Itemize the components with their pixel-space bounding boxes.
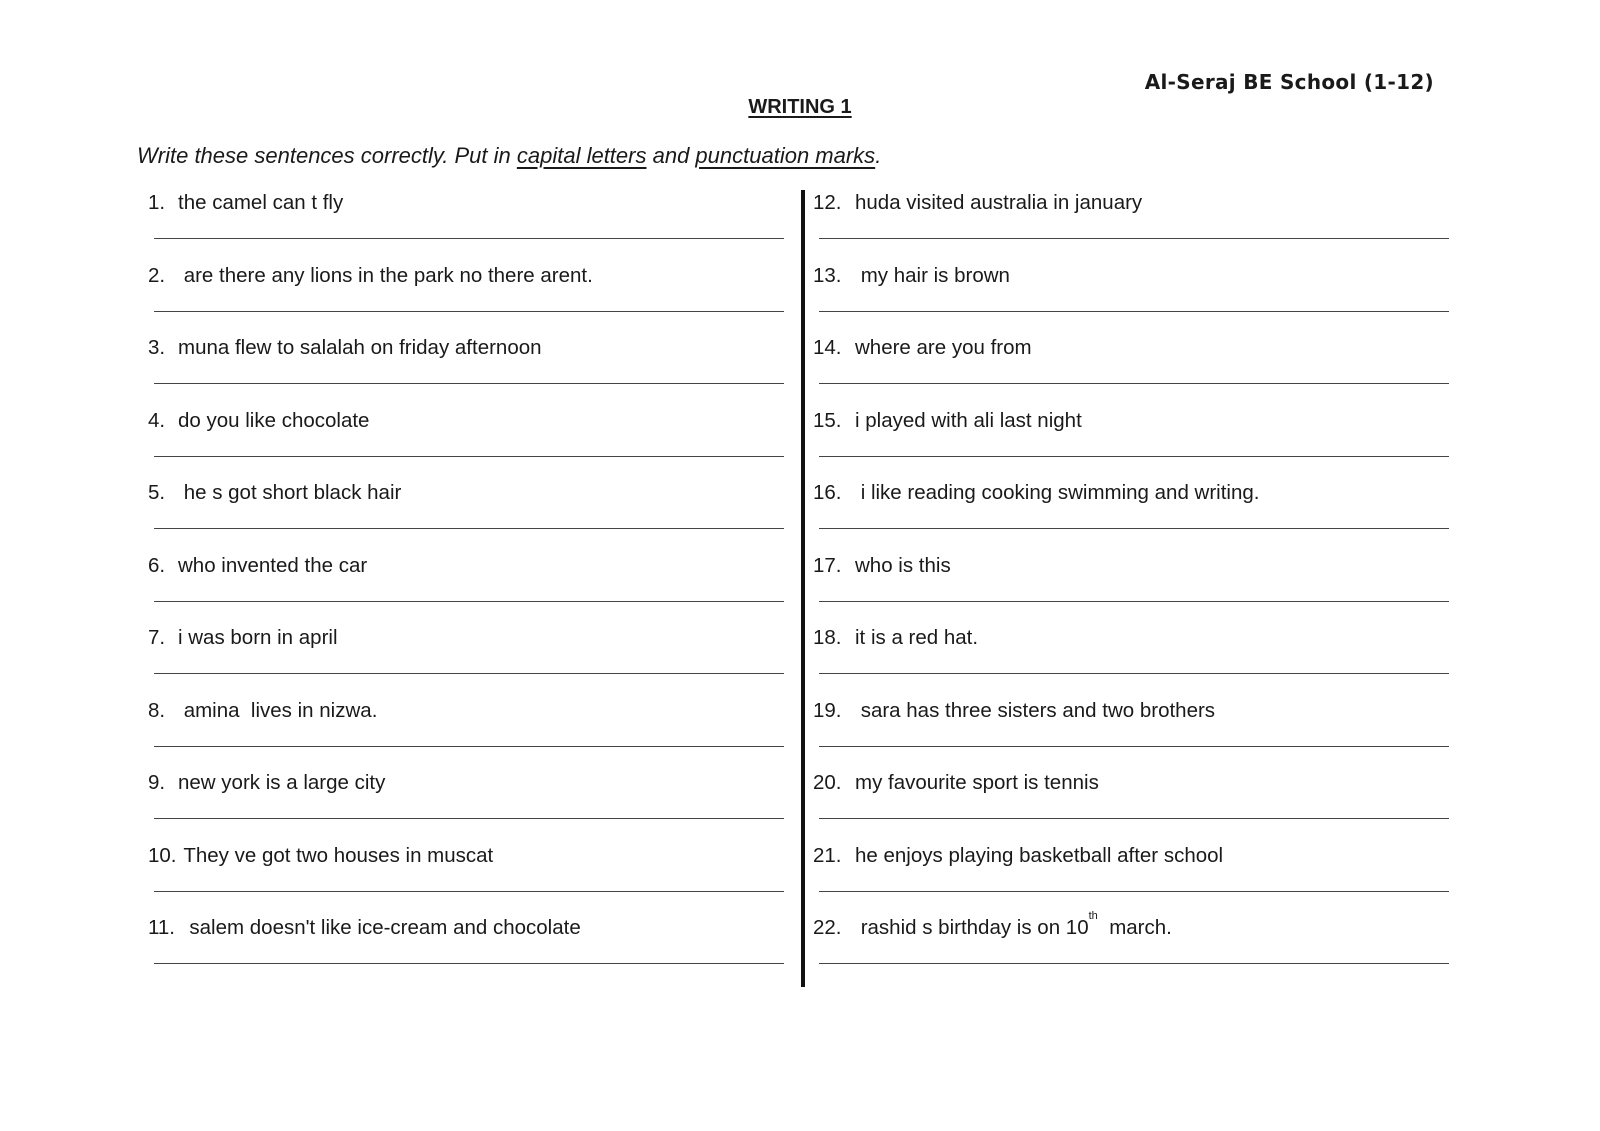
instruction-suffix: . xyxy=(875,143,882,168)
sentence xyxy=(813,840,1453,868)
answer-line[interactable] xyxy=(154,456,784,457)
exercise-item xyxy=(148,840,788,913)
exercise-item xyxy=(813,550,1453,623)
exercise-item xyxy=(148,260,788,333)
sentence xyxy=(813,260,1453,288)
item-number: 9. xyxy=(148,771,166,794)
exercise-item xyxy=(813,840,1453,913)
item-number: 14. xyxy=(813,336,842,359)
sentence-text: salem doesn't like ice-cream and chocolate xyxy=(178,916,581,939)
answer-line[interactable] xyxy=(154,238,784,239)
sentence-text: it is a red hat. xyxy=(855,626,979,649)
sentence xyxy=(813,405,1453,433)
answer-line[interactable] xyxy=(819,238,1449,239)
sentence-text: They ve got two houses in muscat xyxy=(178,843,494,867)
item-number: 21. xyxy=(813,843,842,867)
item-number: 16. xyxy=(813,481,842,504)
exercise-item xyxy=(813,477,1453,550)
answer-line[interactable] xyxy=(819,673,1449,674)
answer-line[interactable] xyxy=(154,601,784,602)
sentence xyxy=(148,332,788,360)
exercise-item xyxy=(148,550,788,623)
answer-line[interactable] xyxy=(819,891,1449,892)
answer-line[interactable] xyxy=(819,456,1449,457)
sentence xyxy=(148,840,788,868)
exercise-item xyxy=(813,695,1453,768)
sentence xyxy=(148,477,788,505)
sentence-text: who invented the car xyxy=(178,553,368,577)
sentence-text: the camel can t fly xyxy=(178,191,344,214)
sentence-text: i played with ali last night xyxy=(855,408,1082,432)
sentence-text: i like reading cooking swimming and writing. xyxy=(855,481,1260,504)
exercise-item xyxy=(148,477,788,550)
item-number: 4. xyxy=(148,408,166,432)
sentence-text: he enjoys playing basketball after school xyxy=(855,843,1224,867)
sentence xyxy=(148,912,788,940)
left-column xyxy=(148,187,788,985)
exercise-item xyxy=(148,622,788,695)
sentence xyxy=(148,550,788,578)
item-number: 8. xyxy=(148,698,166,722)
answer-line[interactable] xyxy=(819,528,1449,529)
sentence xyxy=(148,405,788,433)
sentence-text: muna flew to salalah on friday afternoon xyxy=(178,336,542,359)
sentence-text: where are you from xyxy=(855,336,1032,359)
sentence-text: huda visited australia in january xyxy=(855,191,1143,214)
instruction-middle: and xyxy=(646,143,696,168)
item-number: 12. xyxy=(813,191,842,214)
exercise-item xyxy=(148,695,788,768)
column-divider xyxy=(801,190,805,987)
sentence-text: my favourite sport is tennis xyxy=(855,771,1099,794)
exercise-item xyxy=(813,622,1453,695)
exercise-item xyxy=(148,187,788,260)
right-column xyxy=(813,187,1453,985)
item-number: 15. xyxy=(813,408,842,432)
instruction-capital-letters: capital letters xyxy=(516,143,647,168)
school-name: Al-Seraj BE School (1-12) xyxy=(1144,70,1434,94)
item-number: 22. xyxy=(813,916,842,939)
sentence xyxy=(148,767,788,795)
answer-line[interactable] xyxy=(154,383,784,384)
sentence xyxy=(813,695,1453,723)
answer-line[interactable] xyxy=(819,383,1449,384)
answer-line[interactable] xyxy=(154,528,784,529)
exercise-item xyxy=(813,912,1453,985)
sentence xyxy=(813,767,1453,795)
answer-line[interactable] xyxy=(819,818,1449,819)
item-number: 19. xyxy=(813,698,842,722)
sentence xyxy=(813,477,1453,505)
item-number: 1. xyxy=(148,191,166,214)
exercise-item xyxy=(148,332,788,405)
sentence xyxy=(813,622,1453,650)
sentence xyxy=(813,550,1453,578)
item-number: 6. xyxy=(148,553,166,577)
sentence-text: new york is a large city xyxy=(178,771,386,794)
exercise-item xyxy=(148,405,788,478)
exercise-item xyxy=(148,767,788,840)
answer-line[interactable] xyxy=(154,673,784,674)
item-number: 18. xyxy=(813,626,842,649)
answer-line[interactable] xyxy=(154,963,784,964)
item-number: 3. xyxy=(148,336,166,359)
sentence-text: sara has three sisters and two brothers xyxy=(855,698,1216,722)
item-number: 2. xyxy=(148,263,166,287)
answer-line[interactable] xyxy=(154,746,784,747)
item-number: 5. xyxy=(148,481,166,504)
item-number: 13. xyxy=(813,263,842,287)
sentence xyxy=(148,695,788,723)
instruction xyxy=(137,143,881,169)
sentence xyxy=(148,260,788,288)
item-number: 20. xyxy=(813,771,842,794)
sentence-text: rashid s birthday is on 10 xyxy=(855,916,1089,939)
exercise-item xyxy=(148,912,788,985)
sentence-text: he s got short black hair xyxy=(178,481,402,504)
answer-line[interactable] xyxy=(819,601,1449,602)
sentence-text: i was born in april xyxy=(178,626,338,649)
answer-line[interactable] xyxy=(154,818,784,819)
exercise-item xyxy=(813,187,1453,260)
exercise-item xyxy=(813,405,1453,478)
instruction-prefix: Write these sentences correctly. Put in xyxy=(137,143,517,168)
instruction-punctuation-marks: punctuation marks xyxy=(695,143,876,168)
sentence xyxy=(148,187,788,215)
item-number: 10. xyxy=(148,843,177,867)
worksheet-title: WRITING 1 xyxy=(748,96,852,118)
exercise-item xyxy=(813,260,1453,333)
sentence-text-end: march. xyxy=(1097,916,1172,939)
sentence-text: do you like chocolate xyxy=(178,408,370,432)
item-number: 17. xyxy=(813,553,842,577)
sentence xyxy=(813,332,1453,360)
sentence xyxy=(813,912,1453,940)
answer-line[interactable] xyxy=(154,311,784,312)
sentence-text: amina lives in nizwa. xyxy=(178,698,378,722)
answer-line[interactable] xyxy=(819,311,1449,312)
exercise-item xyxy=(813,767,1453,840)
sentence xyxy=(813,187,1453,215)
ordinal-suffix: th xyxy=(1088,910,1098,922)
sentence-text: my hair is brown xyxy=(855,263,1010,287)
answer-line[interactable] xyxy=(154,891,784,892)
sentence-text: are there any lions in the park no there arent. xyxy=(178,263,593,287)
item-number: 7. xyxy=(148,626,166,649)
exercise-item xyxy=(813,332,1453,405)
answer-line[interactable] xyxy=(819,963,1449,964)
sentence-text: who is this xyxy=(855,553,951,577)
sentence xyxy=(148,622,788,650)
item-number: 11. xyxy=(148,916,175,939)
answer-line[interactable] xyxy=(819,746,1449,747)
